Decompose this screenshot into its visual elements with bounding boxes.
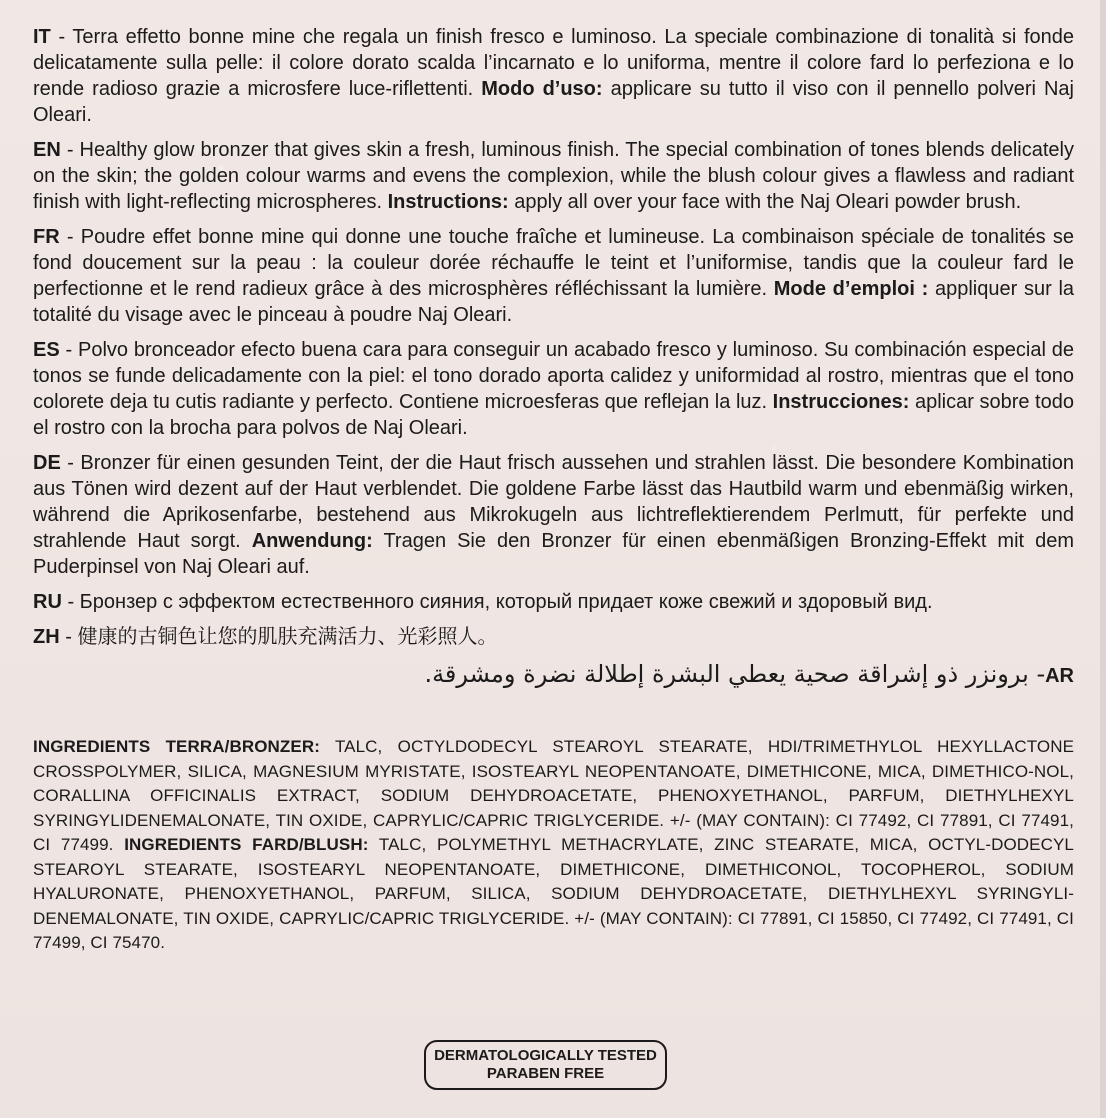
section-ar	[33, 659, 1074, 691]
instructions-label-en: Instructions:	[387, 191, 509, 213]
section-it	[33, 24, 1074, 128]
ingredients-list	[33, 735, 1074, 956]
description-it: - Terra effetto bonne mine che regala un finish fresco e luminoso. La speciale combinazione di tonalità si fonde delicatamente sulla pelle: il colore dorato scalda l’incarnato e lo uniforma, mentre il colore fard lo perfeziona e lo rende radioso grazie a microsfere luce-riflettenti.	[33, 26, 1074, 100]
ingredients-bronzer-label: INGREDIENTS TERRA/BRONZER:	[33, 737, 320, 756]
lang-code-de: DE	[33, 452, 61, 474]
section-de	[33, 450, 1074, 580]
badge-line-1: DERMATOLOGICALLY TESTED	[434, 1047, 657, 1064]
description-ar: - برونزر ذو إشراقة صحية يعطي البشرة إطلالة نضرة ومشرقة.	[424, 660, 1046, 688]
instructions-label-es: Instrucciones:	[772, 391, 910, 413]
section-en	[33, 137, 1074, 215]
lang-code-it: IT	[33, 26, 51, 48]
instructions-text-en: apply all over your face with the Naj Oleari powder brush.	[508, 191, 1022, 213]
description-es: - Polvo bronceador efecto buena cara para conseguir un acabado fresco y luminoso. Su combinación especial de tonos se funde delicadamente con la piel: el tono dorado aporta calidez y uniformidad al rostro, mientras que el tono colorete deja tu cutis radiante y perfecto. Contiene microesferas que reflejan la luz.	[33, 339, 1074, 413]
description-en: - Healthy glow bronzer that gives skin a fresh, luminous finish. The special combination of tones blends delicately on the skin; the golden colour warms and evens the complexion, while the blush colour gives a flawless and radiant finish with light-reflecting microspheres.	[33, 139, 1074, 213]
instructions-text-it: applicare su tutto il viso con il pennello polveri Naj Oleari.	[33, 78, 1074, 126]
section-ru	[33, 589, 1074, 615]
ingredients-blush-text: TALC, POLYMETHYL METHACRYLATE, ZINC STEARATE, MICA, OCTYL-DODECYL STEAROYL STEARATE, ISOSTEARYL NEOPENTANOATE, DIMETHICONE, DIMETHICONOL, TOCOPHEROL, SODIUM HYALURONATE, PHENOXYETHANOL, PARFUM, SILICA, SODIUM DEHYDROACETATE, DIETHYLHEXYL SYRINGYLI-DENEMALONATE, TIN OXIDE, CAPRYLIC/CAPRIC TRIGLYCERIDE. +/- (MAY CONTAIN): CI 77891, CI 15850, CI 77492, CI 77491, CI 77499, CI 75470.	[33, 835, 1074, 952]
ingredients-bronzer-text: TALC, OCTYLDODECYL STEAROYL STEARATE, HDI/TRIMETHYLOL HEXYLLACTONE CROSSPOLYMER, SILICA, MAGNESIUM MYRISTATE, ISOSTEARYL NEOPENTANOATE, DIMETHICONE, MICA, DIMETHICO-NOL, CORALLINA OFFICINALIS EXTRACT, SODIUM DEHYDROACETATE, PHENOXYETHANOL, PARFUM, DIETHYLHEXYL SYRINGYLIDENEMALONATE, TIN OXIDE, CAPRYLIC/CAPRIC TRIGLYCERIDE. +/- (MAY CONTAIN): CI 77492, CI 77891, CI 77491, CI 77499.	[33, 737, 1075, 854]
lang-code-en: EN	[33, 139, 61, 161]
lang-code-fr: FR	[33, 226, 60, 248]
description-fr: - Poudre effet bonne mine qui donne une touche fraîche et lumineuse. La combinaison spéciale de tonalités se fond doucement sur la peau : la couleur dorée réchauffe le teint et l’uniformise, tandis que la couleur fard le perfectionne et le rend radieux grâce à des microsphères réfléchissant la lumière.	[33, 226, 1074, 300]
instructions-label-de: Anwendung:	[251, 530, 373, 552]
ingredients-blush-label: INGREDIENTS FARD/BLUSH:	[124, 835, 369, 854]
instructions-text-de: Tragen Sie den Bronzer für einen ebenmäßigen Bronzing-Effekt mit dem Puderpinsel von Naj Oleari auf.	[33, 530, 1074, 578]
description-de: - Bronzer für einen gesunden Teint, der die Haut frisch aussehen und strahlen lässt. Die besondere Kombination aus Tönen wird dezent auf der Haut verblendet. Die goldene Farbe lässt das Hautbild warm und ebenmäßig wirken, während die Aprikosenfarbe, bestehend aus Mikrokugeln aus lichtreflektierendem Perlmutt, für perfekte und strahlende Haut sorgt.	[33, 452, 1074, 552]
lang-code-ru: RU	[33, 591, 62, 613]
lang-code-ar: AR	[1045, 665, 1074, 687]
instructions-text-es: aplicar sobre todo el rostro con la brocha para polvos de Naj Oleari.	[33, 391, 1074, 439]
description-zh: - 健康的古铜色让您的肌肤充满活力、光彩照人。	[59, 626, 498, 648]
instructions-label-fr: Mode d’emploi :	[773, 278, 929, 300]
badge-line-2: PARABEN FREE	[486, 1065, 605, 1082]
section-fr	[33, 224, 1074, 328]
section-zh	[33, 624, 1074, 650]
instructions-text-fr: appliquer sur la totalité du visage avec le pinceau à poudre Naj Oleari.	[33, 278, 1075, 326]
lang-code-es: ES	[33, 339, 60, 361]
description-ru: - Бронзер с эффектом естественного сияния, который придает коже свежий и здоровый вид.	[61, 591, 933, 613]
section-es	[33, 337, 1074, 441]
panel-edge	[1100, 0, 1106, 1118]
lang-code-zh: ZH	[33, 626, 60, 648]
instructions-label-it: Modo d’uso:	[481, 78, 603, 100]
dermatologically-tested-badge	[424, 1040, 667, 1090]
